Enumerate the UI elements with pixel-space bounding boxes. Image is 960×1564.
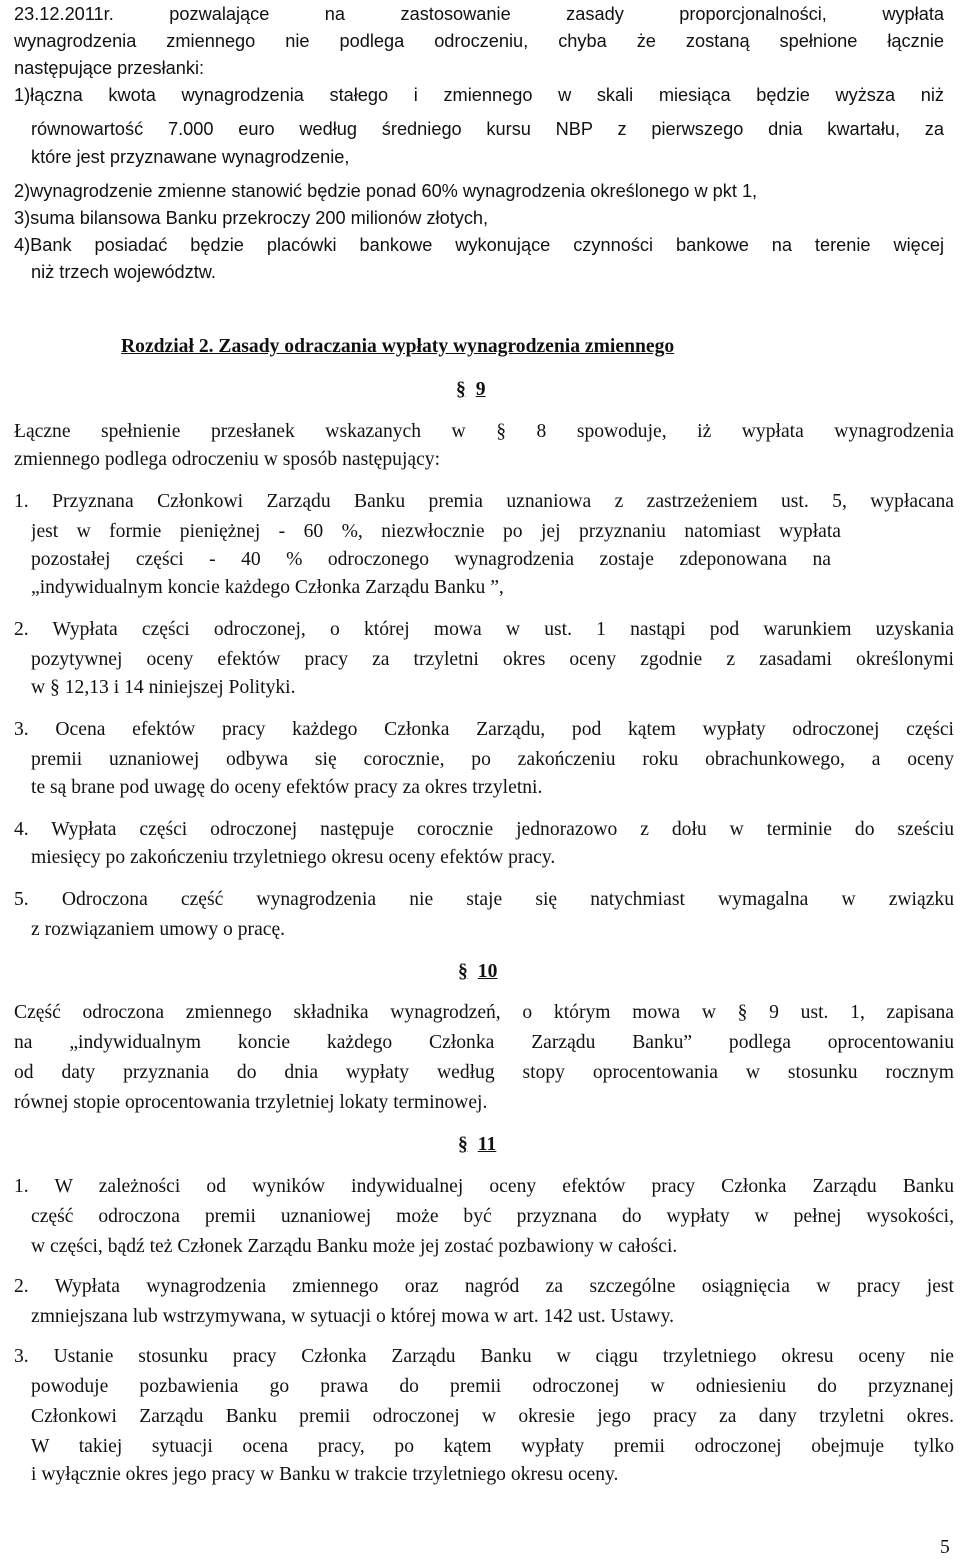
condition-2-line: 2)wynagrodzenie zmienne stanowić będzie ponad 60% wynagrodzenia określonego w pkt 1, (14, 181, 758, 201)
condition-1-line: które jest przyznawane wynagrodzenie, (31, 147, 350, 167)
section-11-paragraph-3: 3. Ustanie stosunku pracy Członka Zarządu Banku w ciągu trzyletniego okresu oceny nie (14, 1346, 954, 1367)
section-11-paragraph-3: i wyłącznie okres jego pracy w Banku w trakcie trzyletniego okresu oceny. (31, 1464, 619, 1485)
section-9-paragraph-3: 3. Ocena efektów pracy każdego Członka Zarządu, pod kątem wypłaty odroczonej części (14, 719, 954, 740)
condition-1-line: równowartość 7.000 euro według średniego kursu NBP z pierwszego dnia kwartału, za (31, 119, 944, 139)
section-9-paragraph-1: „indywidualnym koncie każdego Członka Zarządu Banku ”, (31, 577, 504, 598)
section-symbol: § (458, 961, 468, 982)
section-10-text: równej stopie oprocentowania trzyletniej lokaty terminowej. (14, 1092, 488, 1113)
intro-line: 23.12.2011r. pozwalające na zastosowanie zasady proporcjonalności, wypłata (14, 4, 944, 24)
intro-line: następujące przesłanki: (14, 58, 205, 78)
section-10-text: na „indywidualnym koncie każdego Członka Zarządu Banku” podlega oprocentowaniu (14, 1032, 954, 1053)
section-11-paragraph-2: zmniejszana lub wstrzymywana, w sytuacji o której mowa w art. 142 ust. Ustawy. (31, 1306, 674, 1327)
section-11-paragraph-3: W takiej sytuacji ocena pracy, po kątem wypłaty premii odroczonej obejmuje tylko (31, 1436, 954, 1457)
section-11-heading (458, 1131, 496, 1159)
section-10-heading (458, 958, 497, 986)
section-9-paragraph-2: 2. Wypłata części odroczonej, o której mowa w ust. 1 nastąpi pod warunkiem uzyskania (14, 619, 954, 640)
section-9-paragraph-3: te są brane pod uwagę do oceny efektów pracy za okres trzyletni. (31, 777, 543, 798)
section-11-paragraph-1: w części, bądź też Członek Zarządu Banku może jej zostać pozbawiony w całości. (31, 1236, 678, 1257)
page-number: 5 (940, 1537, 950, 1558)
section-number: 9 (475, 379, 486, 400)
section-10-text: Część odroczona zmiennego składnika wynagrodzeń, o którym mowa w § 9 ust. 1, zapisana (14, 1002, 954, 1023)
section-11-paragraph-1: 1. W zależności od wyników indywidualnej oceny efektów pracy Członka Zarządu Banku (14, 1176, 954, 1197)
section-9-paragraph-1: 1. Przyznana Członkowi Zarządu Banku premia uznaniowa z zastrzeżeniem ust. 5, wypłacana (14, 491, 954, 512)
section-11-paragraph-3: powoduje pozbawienia go prawa do premii odroczonej w odniesieniu do przyznanej (31, 1376, 954, 1397)
section-number: 10 (477, 961, 498, 982)
section-number: 11 (477, 1134, 497, 1155)
section-10-text: od daty przyznania do dnia wypłaty według stopy oprocentowania w stosunku rocznym (14, 1062, 954, 1083)
section-9-paragraph-4: 4. Wypłata części odroczonej następuje corocznie jednorazowo z dołu w terminie do sześciu (14, 819, 954, 840)
section-symbol: § (458, 1134, 468, 1155)
section-9-paragraph-2: w § 12,13 i 14 niniejszej Polityki. (31, 677, 296, 698)
section-symbol: § (456, 379, 466, 400)
section-9-paragraph-2: pozytywnej oceny efektów pracy za trzyletni okres oceny zgodnie z zasadami określonymi (31, 649, 954, 670)
section-9-paragraph-1: pozostałej części - 40 % odroczonego wynagrodzenia zostaje zdeponowana na (31, 549, 831, 570)
intro-line: wynagrodzenia zmiennego nie podlega odroczeniu, chyba że zostaną spełnione łącznie (14, 31, 944, 51)
section-11-paragraph-2: 2. Wypłata wynagrodzenia zmiennego oraz nagród za szczególne osiągnięcia w pracy jest (14, 1276, 954, 1297)
section-9-intro: zmiennego podlega odroczeniu w sposób następujący: (14, 449, 441, 470)
section-9-paragraph-3: premii uznaniowej odbywa się corocznie, po zakończeniu roku obrachunkowego, a oceny (31, 749, 954, 770)
section-11-paragraph-1: część odroczona premii uznaniowej może być przyznana do wypłaty w pełnej wysokości, (31, 1206, 954, 1227)
section-11-paragraph-3: Członkowi Zarządu Banku premii odroczonej w okresie jego pracy za dany trzyletni okres. (31, 1406, 954, 1427)
section-9-paragraph-5: z rozwiązaniem umowy o pracę. (31, 919, 286, 940)
section-9-paragraph-4: miesięcy po zakończeniu trzyletniego okresu oceny efektów pracy. (31, 847, 556, 868)
section-9-heading (456, 376, 486, 404)
chapter-heading: Rozdział 2. Zasady odraczania wypłaty wynagrodzenia zmiennego (121, 336, 675, 357)
section-9-intro: Łączne spełnienie przesłanek wskazanych w § 8 spowoduje, iż wypłata wynagrodzenia (14, 421, 954, 442)
condition-3-line: 3)suma bilansowa Banku przekroczy 200 milionów złotych, (14, 208, 489, 228)
section-9-paragraph-1: jest w formie pieniężnej - 60 %, niezwłocznie po jej przyznaniu natomiast wypłata (31, 521, 841, 542)
condition-4-line: 4)Bank posiadać będzie placówki bankowe wykonujące czynności bankowe na terenie więcej (14, 235, 944, 255)
section-9-paragraph-5: 5. Odroczona część wynagrodzenia nie staje się natychmiast wymagalna w związku (14, 889, 954, 910)
condition-4-line: niż trzech województw. (31, 262, 216, 282)
condition-1-line: 1)łączna kwota wynagrodzenia stałego i zmiennego w skali miesiąca będzie wyższa niż (14, 85, 944, 105)
